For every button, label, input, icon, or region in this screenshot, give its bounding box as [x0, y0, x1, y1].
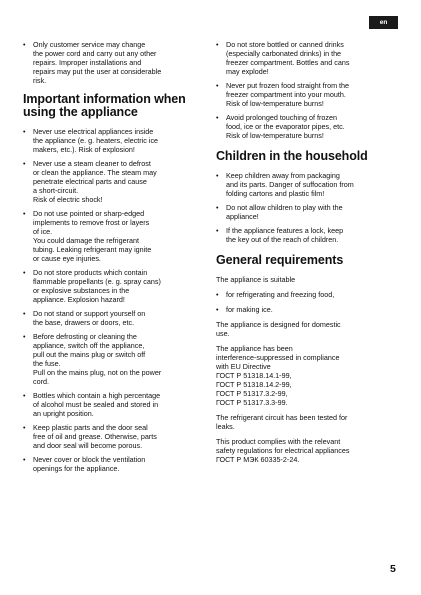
list-item: • for making ice. [216, 305, 400, 314]
suitable-intro: The appliance is suitable [216, 275, 296, 284]
section-heading-children: Children in the household [216, 149, 368, 163]
list-item: • for refrigerating and freezing food, [216, 290, 400, 299]
children-list [216, 171, 400, 244]
domestic-text: The appliance is designed for domestic use. [216, 320, 341, 338]
list-item: • Before defrosting or cleaning the appliance, switch off the appliance, pull out the mains plug or switch off the fuse. Pull on the mains plug, not on the power cord. [23, 332, 201, 386]
left-column [23, 40, 201, 478]
top-list [216, 40, 400, 140]
page-number: 5 [390, 563, 396, 575]
list-item: • Avoid prolonged touching of frozen food, ice or the evaporator pipes, etc. Risk of low-temperature burns! [216, 113, 400, 140]
safety-text: This product complies with the relevant safety regulations for electrical appliances ГОСТ Р МЭК 60335-2-24. [216, 437, 350, 464]
list-item: • Do not allow children to play with the appliance! [216, 203, 400, 221]
language-tab: en [369, 16, 398, 29]
intro-list [23, 40, 201, 85]
suitable-list [216, 290, 400, 314]
section-heading-general: General requirements [216, 253, 344, 267]
list-item: • Never put frozen food straight from the freezer compartment into your mouth. Risk of low-temperature burns! [216, 81, 400, 108]
list-item: • Only customer service may change the power cord and carry out any other repairs. Improper installations and repairs may put the user at considerable risk. [23, 40, 201, 85]
list-item: • Do not stand or support yourself on the base, drawers or doors, etc. [23, 309, 201, 327]
list-item: • Bottles which contain a high percentage of alcohol must be sealed and stored in an upright position. [23, 391, 201, 418]
list-item: • Never use electrical appliances inside the appliance (e. g. heaters, electric ice makers, etc.). Risk of explosion! [23, 127, 201, 154]
right-column [216, 40, 400, 470]
list-item: • Do not store products which contain flammable propellants (e. g. spray cans) or explosive substances in the appliance. Explosion hazard! [23, 268, 201, 304]
list-item: • Never cover or block the ventilation openings for the appliance. [23, 455, 201, 473]
list-item: • Never use a steam cleaner to defrost or clean the appliance. The steam may penetrate electrical parts and cause a short-circuit. Risk of electric shock! [23, 159, 201, 204]
important-list [23, 127, 201, 473]
section-heading-important: Important information when using the appliance [23, 92, 186, 119]
list-item: • Keep children away from packaging and its parts. Danger of suffocation from folding cartons and plastic film! [216, 171, 400, 198]
list-item: • Do not store bottled or canned drinks (especially carbonated drinks) in the freezer compartment. Bottles and cans may explode! [216, 40, 400, 76]
leaks-text: The refrigerant circuit has been tested for leaks. [216, 413, 348, 431]
interference-text: The appliance has been interference-suppressed in compliance with EU Directive ГОСТ Р 51318.14.1-99, ГОСТ Р 51318.14.2-99, ГОСТ Р 51317.3.2-99, ГОСТ Р 51317.3.3-99. [216, 344, 340, 407]
list-item: • Keep plastic parts and the door seal free of oil and grease. Otherwise, parts and door seal will become porous. [23, 423, 201, 450]
list-item: • Do not use pointed or sharp-edged implements to remove frost or layers of ice. You could damage the refrigerant tubing. Leaking refrigerant may ignite or cause eye injuries. [23, 209, 201, 263]
list-item: • If the appliance features a lock, keep the key out of the reach of children. [216, 226, 400, 244]
